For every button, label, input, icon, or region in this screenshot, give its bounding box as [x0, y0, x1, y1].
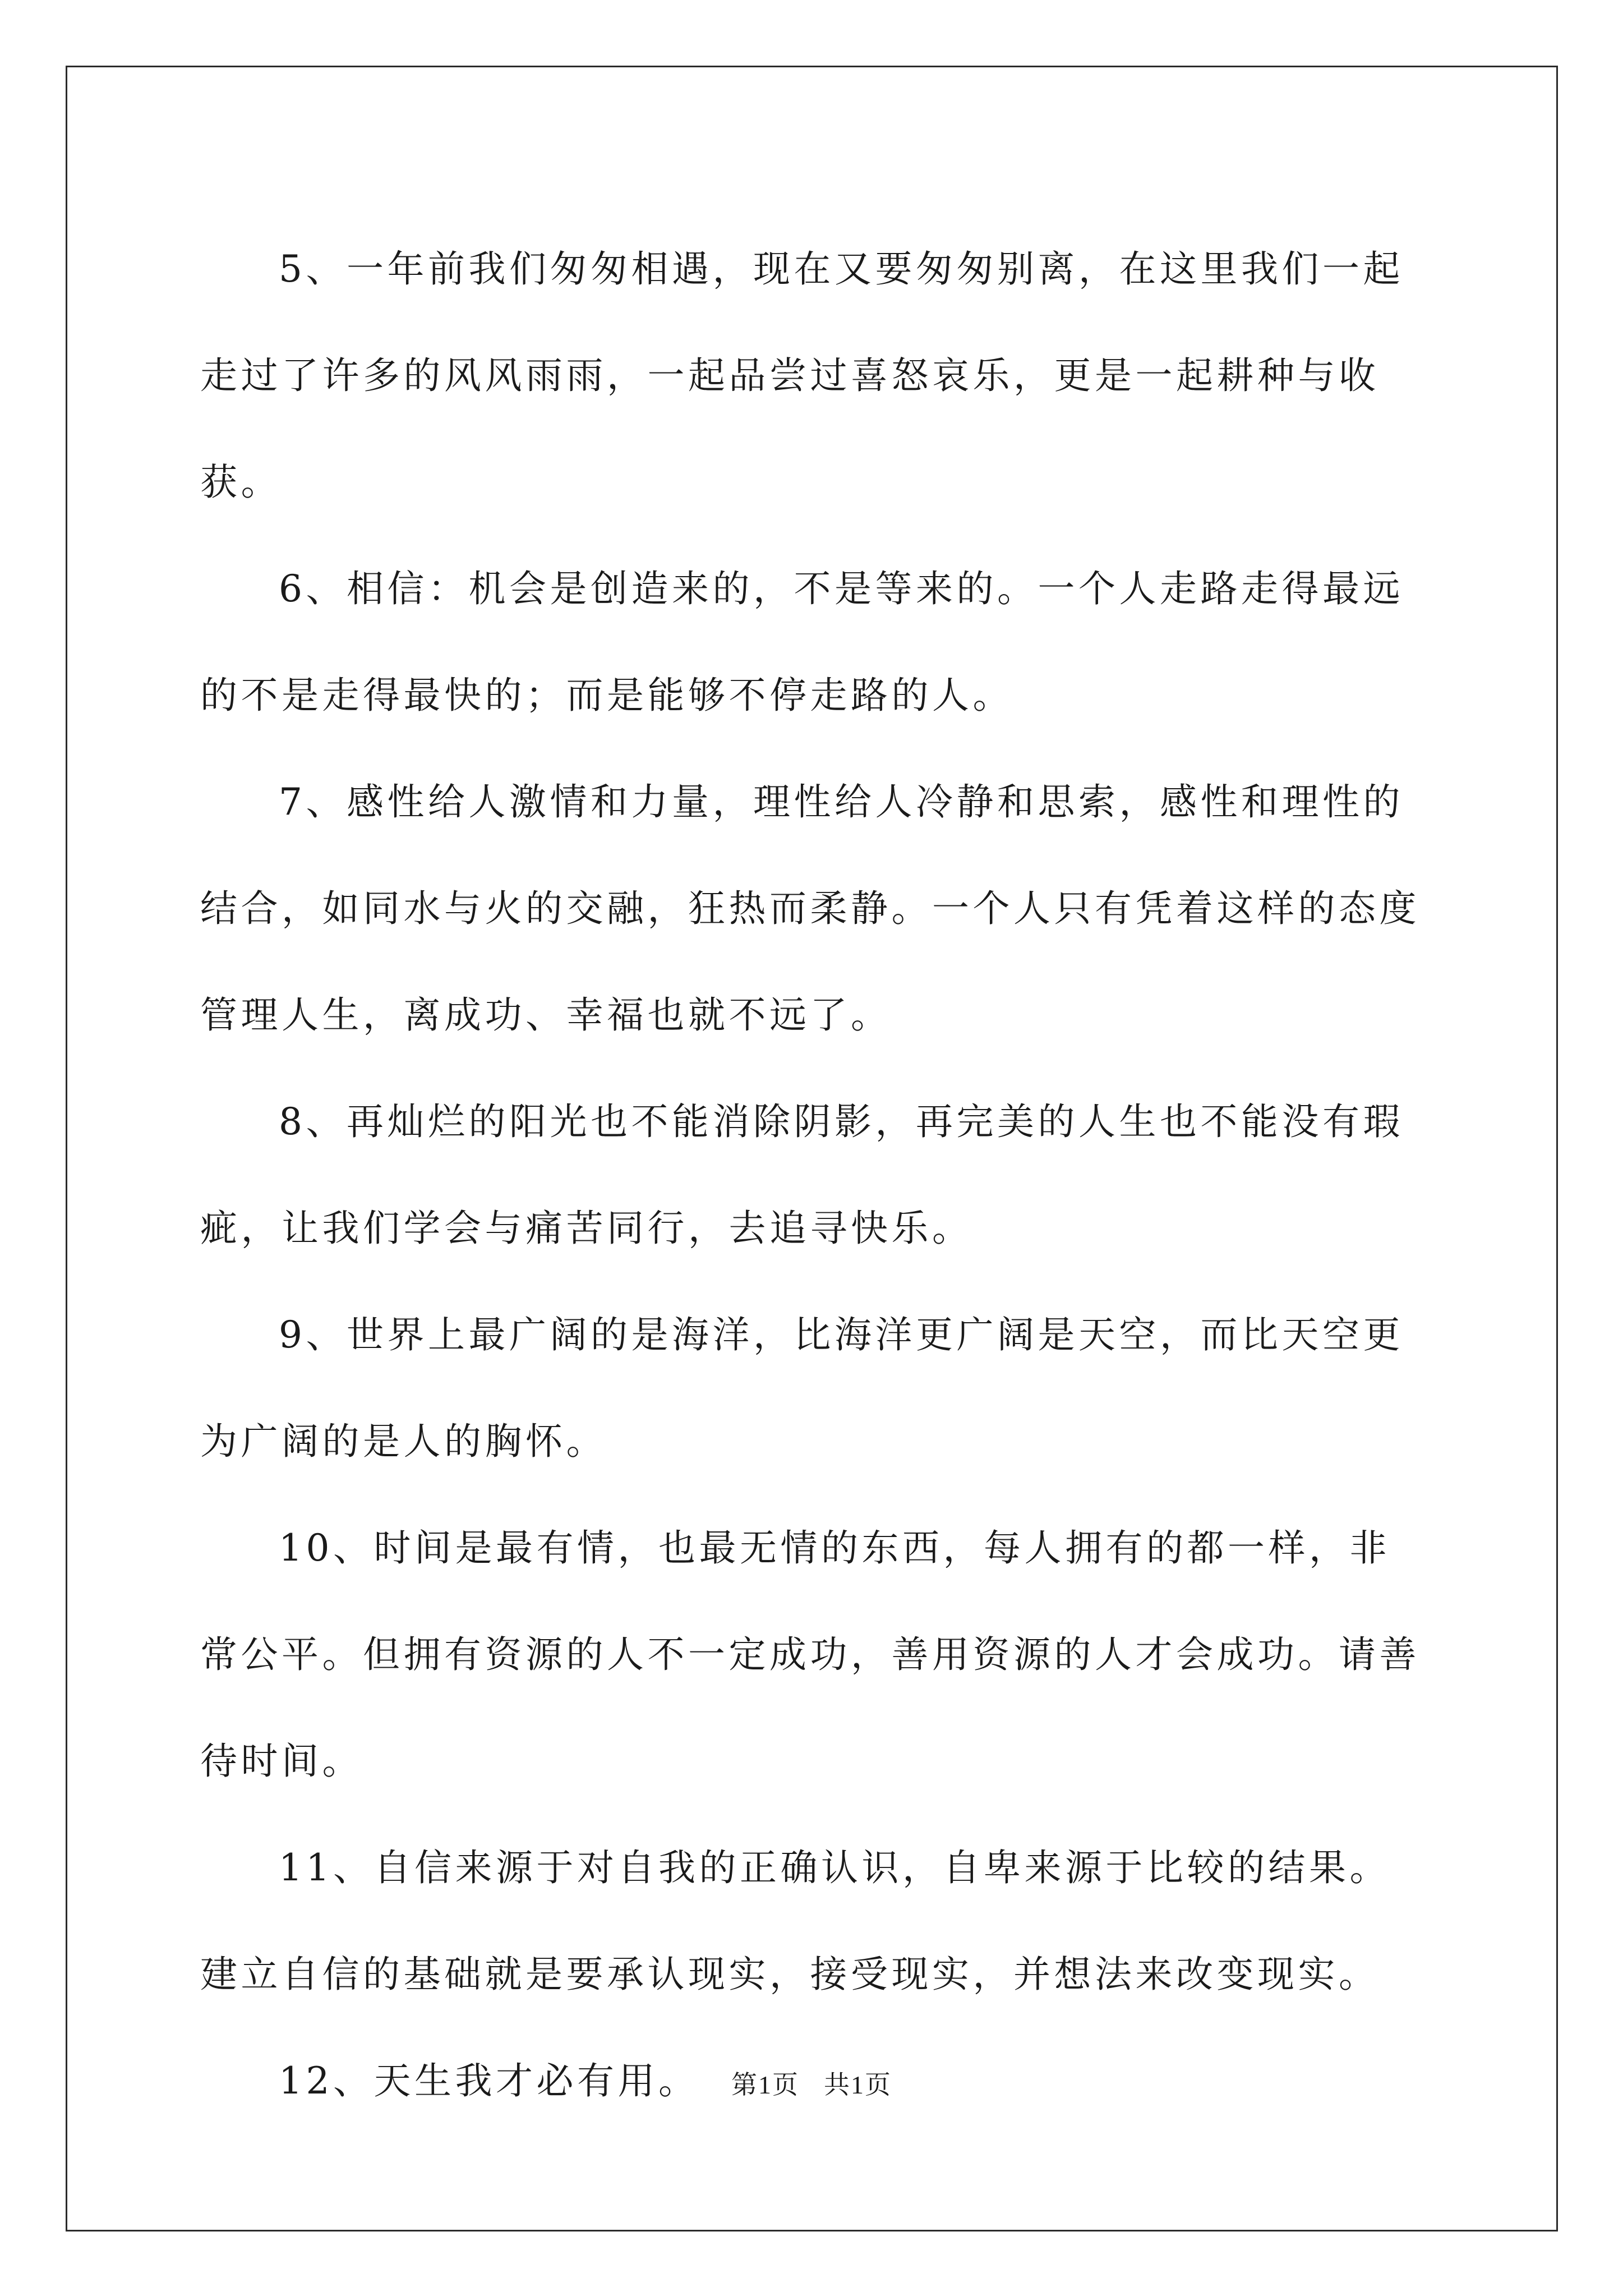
paragraph-6: 6、相信：机会是创造来的，不是等来的。一个人走路走得最远的不是走得最快的；而是能够不停走路的人。: [200, 567, 1404, 717]
page-number: 第1页: [731, 2070, 799, 2099]
page-total: 共1页: [824, 2070, 892, 2099]
paragraph-11: 11、自信来源于对自我的正确认识，自卑来源于比较的结果。建立自信的基础就是要承认现实，接受现实，并想法来改变现实。: [200, 1846, 1390, 1996]
paragraph-7: 7、感性给人激情和力量，理性给人冷静和思索，感性和理性的结合，如同水与火的交融，狂热而柔静。一个人只有凭着这样的态度管理人生，离成功、幸福也就不远了。: [200, 780, 1420, 1037]
page-footer: [0, 2064, 1623, 2101]
paragraph-12: 12、天生我才必有用。: [279, 2059, 699, 2102]
paragraph-9: 9、世界上最广阔的是海洋，比海洋更广阔是天空，而比天空更为广阔的是人的胸怀。: [200, 1313, 1404, 1463]
document-body: [200, 216, 1428, 2134]
paragraph-5: 5、一年前我们匆匆相遇，现在又要匆匆别离，在这里我们一起走过了许多的风风雨雨，一起品尝过喜怒哀乐，更是一起耕种与收获。: [200, 247, 1404, 504]
paragraph-10: 10、时间是最有情，也最无情的东西，每人拥有的都一样，非常公平。但拥有资源的人不一定成功，善用资源的人才会成功。请善待时间。: [200, 1526, 1420, 1783]
paragraph-8: 8、再灿烂的阳光也不能消除阴影，再完美的人生也不能没有瑕疵，让我们学会与痛苦同行，去追寻快乐。: [200, 1100, 1404, 1250]
